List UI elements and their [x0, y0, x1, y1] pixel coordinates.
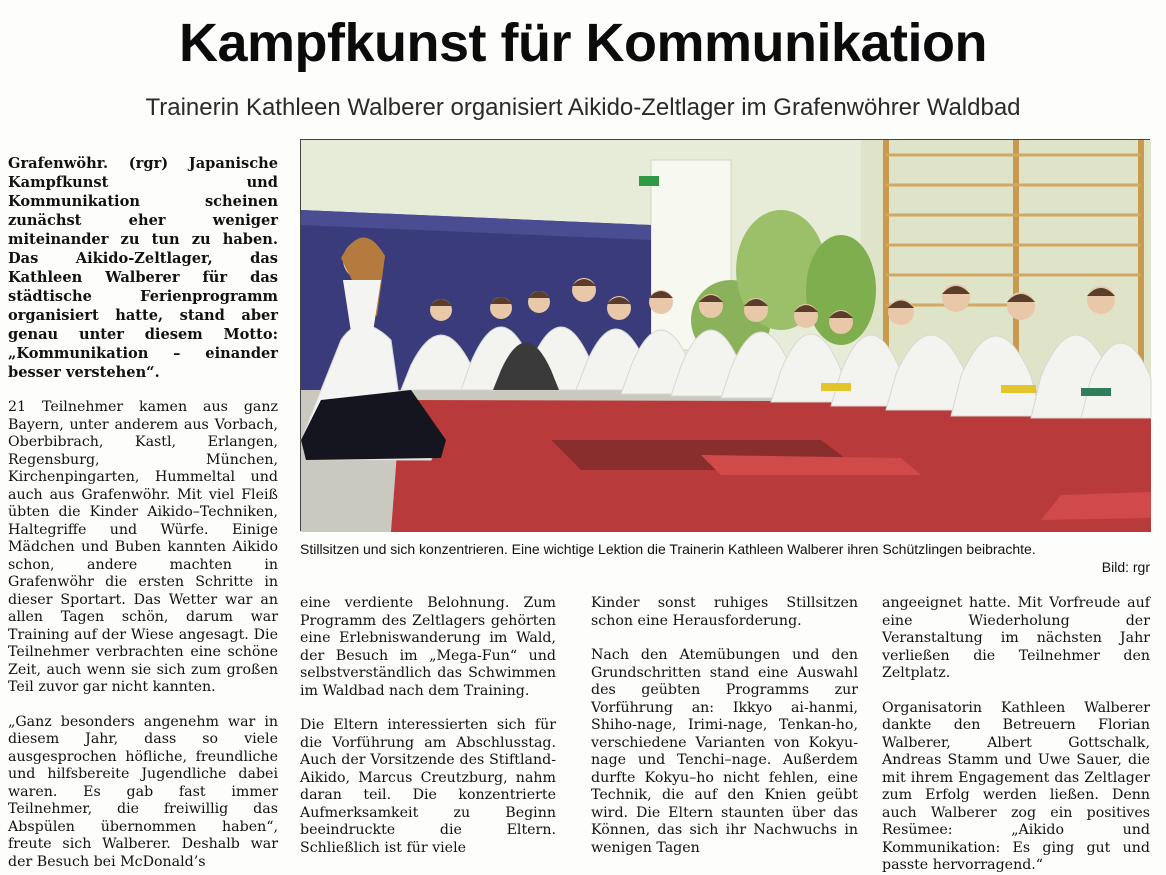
paragraph: Organisatorin Kathleen Walberer dankte den Betreuern Florian Walberer, Albert Gottschalk, Andreas Stamm und Uwe Sauer, die mit ihrem Engagement das Zeltlager zum Erfolg werden ließen. Denn auch Walberer zog ein positives Resümee: „Aikido und Kommunikation: Es ging gut und passte hervorragend.“: [882, 699, 1150, 873]
lead-paragraph: Grafenwöhr. (rgr) Japanische Kampfkunst und Kommunikation scheinen zunächst eher weniger miteinander zu tun zu haben. Das Aikido-Zeltlager, das Kathleen Walberer für das städtische Ferienprogramm organisiert hatte, stand aber genau unter diesem Motto: „Kommunikation – einander besser verstehen“.: [8, 155, 278, 381]
photo-caption: [300, 540, 1150, 576]
paragraph: Kinder sonst ruhiges Stillsitzen schon eine Herausforderung.: [591, 595, 858, 629]
paragraph: eine verdiente Belohnung. Zum Programm des Zeltlagers gehörten eine Erlebniswanderung im Wald, der Besuch im „Mega-Fun“ und selbstverständlich das Schwimmen im Waldbad nach dem Training.: [300, 595, 556, 699]
paragraph: 21 Teilnehmer kamen aus ganz Bayern, unter anderem aus Vorbach, Oberbibrach, Kastl, Erlangen, Regensburg, München, Kirchenpingarten, Hummeltal und auch aus Grafenwöhr. Mit viel Fleiß übten die Kinder Aikido–Techniken, Haltegriffe und Würfe. Einige Mädchen und Buben kannten Aikido schon, andere machten in Grafenwöhr die ersten Schritte in dieser Sportart. Das Wetter war an allen Tagen schön, darum war Training auf der Wiese angesagt. Die Teilnehmer verbrachten eine schöne Zeit, auch wenn sie sich zum großen Teil zuvor gar nicht kannten.: [8, 399, 278, 695]
paragraph: Die Eltern interessierten sich für die Vorführung am Abschlusstag. Auch der Vorsitzende des Stiftland-Aikido, Marcus Creutzburg, nahm daran teil. Die konzentrierte Aufmerksamkeit zu Beginn beeindruckte die Eltern. Schließlich ist für viele: [300, 717, 556, 856]
paragraph: angeeignet hatte. Mit Vorfreude auf eine Wiederholung der Veranstaltung im nächsten Jahr verließen die Teilnehmer den Zeltplatz.: [882, 595, 1150, 681]
article-column-1: [8, 154, 278, 871]
aikido-training-photo: [301, 140, 1151, 532]
article-column-3: [591, 595, 858, 857]
subheadline: Trainerin Kathleen Walberer organisiert Aikido-Zeltlager im Grafenwöhrer Waldbad: [145, 94, 1021, 121]
headline: Kampfkunst für Kommunikation: [178, 13, 988, 73]
article-column-2: [300, 595, 556, 857]
photo-credit: Bild: rgr: [1101, 559, 1150, 575]
article-photo: [300, 139, 1150, 531]
article-column-4: [882, 595, 1150, 875]
paragraph: Nach den Atemübungen und den Grundschritten stand eine Auswahl des geübten Programms zur Vorführung an: Ikkyo ai-hanmi, Shiho-nage, Irimi-nage, Tenkan-ho, verschiedene Varianten von Kokyu-nage und Tenchi–nage. Außerdem durfte Kokyu–ho nicht fehlen, eine Technik, die auf den Knien geübt wird. Die Eltern staunten über das Können, das sich ihr Nachwuchs in wenigen Tagen: [591, 647, 858, 856]
paragraph: „Ganz besonders angenehm war in diesem Jahr, dass so viele ausgesprochen höfliche, freundliche und hilfsbereite Jugendliche dabei waren. Es gab fast immer Teilnehmer, die freiwillig das Abspülen übernommen haben“, freute sich Walberer. Deshalb war der Besuch bei McDonald’s: [8, 713, 278, 870]
caption-text: Stillsitzen und sich konzentrieren. Eine wichtige Lektion die Trainerin Kathleen Walberer ihren Schützlingen beibrachte.: [300, 541, 1036, 557]
